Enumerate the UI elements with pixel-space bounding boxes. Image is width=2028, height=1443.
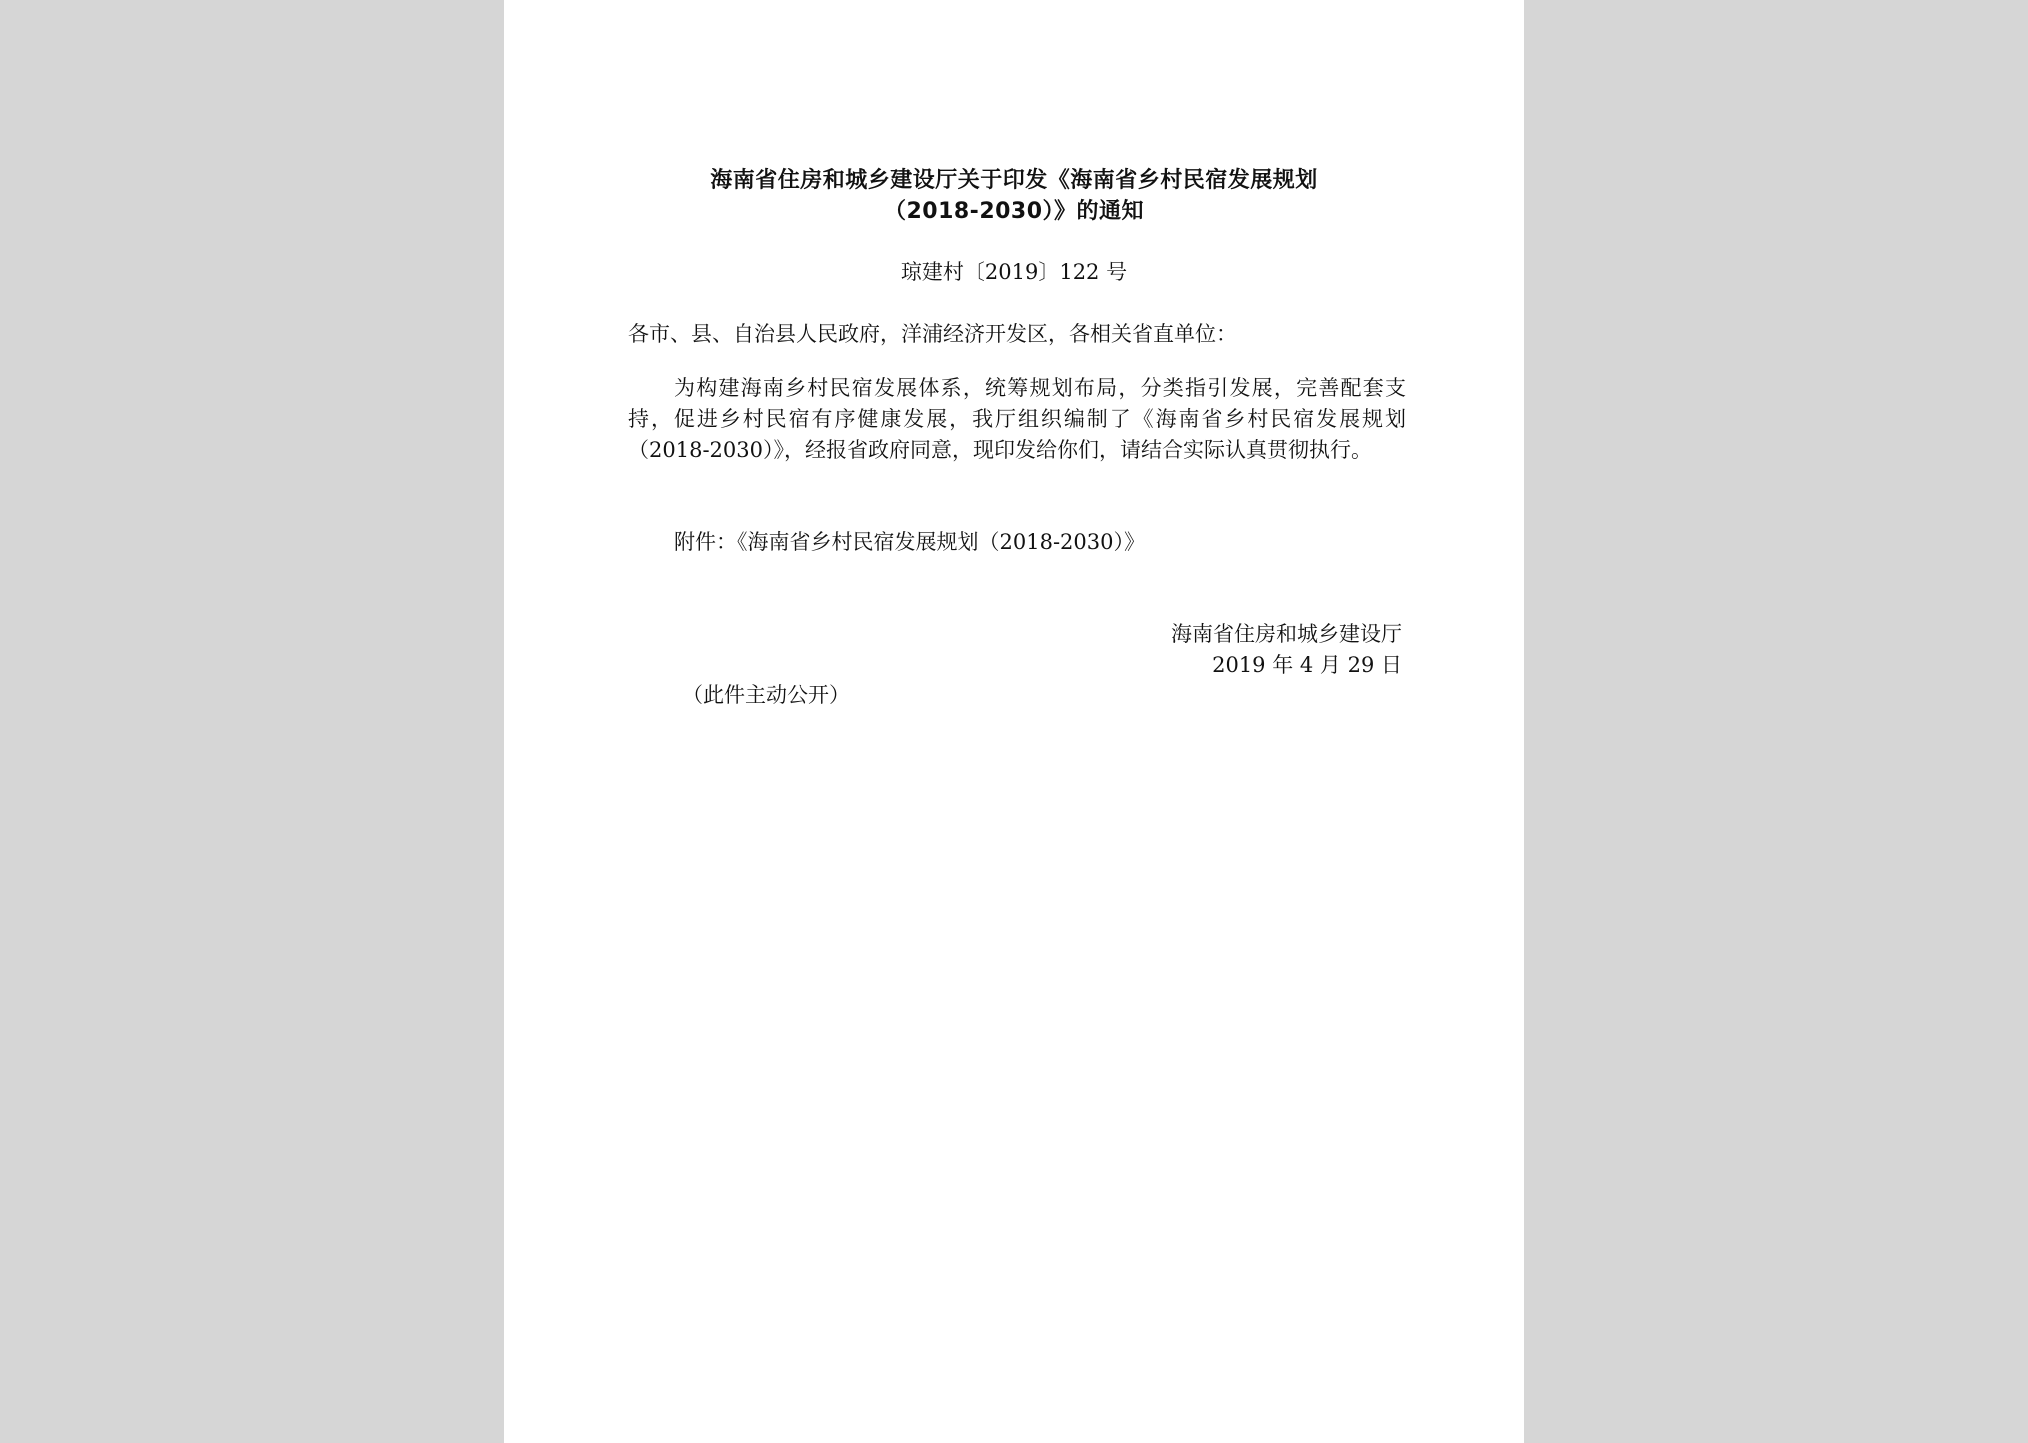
attachment-line: 附件：《海南省乡村民宿发展规划（2018-2030）》 xyxy=(674,530,1145,554)
recipients-line: 各市、县、自治县人民政府，洋浦经济开发区，各相关省直单位： xyxy=(628,322,1237,346)
disclosure-note: （此件主动公开） xyxy=(682,683,850,707)
issue-date: 2019 年 4 月 29 日 xyxy=(1212,653,1402,677)
document-title-line-1: 海南省住房和城乡建设厅关于印发《海南省乡村民宿发展规划 xyxy=(710,168,1318,193)
body-paragraph: 为构建海南乡村民宿发展体系，统筹规划布局，分类指引发展，完善配套支持，促进乡村民宿有序健康发展，我厅组织编制了《海南省乡村民宿发展规划（2018-2030）》，经报省政府同意，现印发给你们，请结合实际认真贯彻执行。 xyxy=(628,376,1406,462)
document-page xyxy=(504,0,1524,1443)
document-title-line-2: （2018-2030）》的通知 xyxy=(883,199,1145,224)
document-number: 琼建村〔2019〕122 号 xyxy=(900,260,1128,284)
issuing-authority: 海南省住房和城乡建设厅 xyxy=(1171,622,1402,646)
